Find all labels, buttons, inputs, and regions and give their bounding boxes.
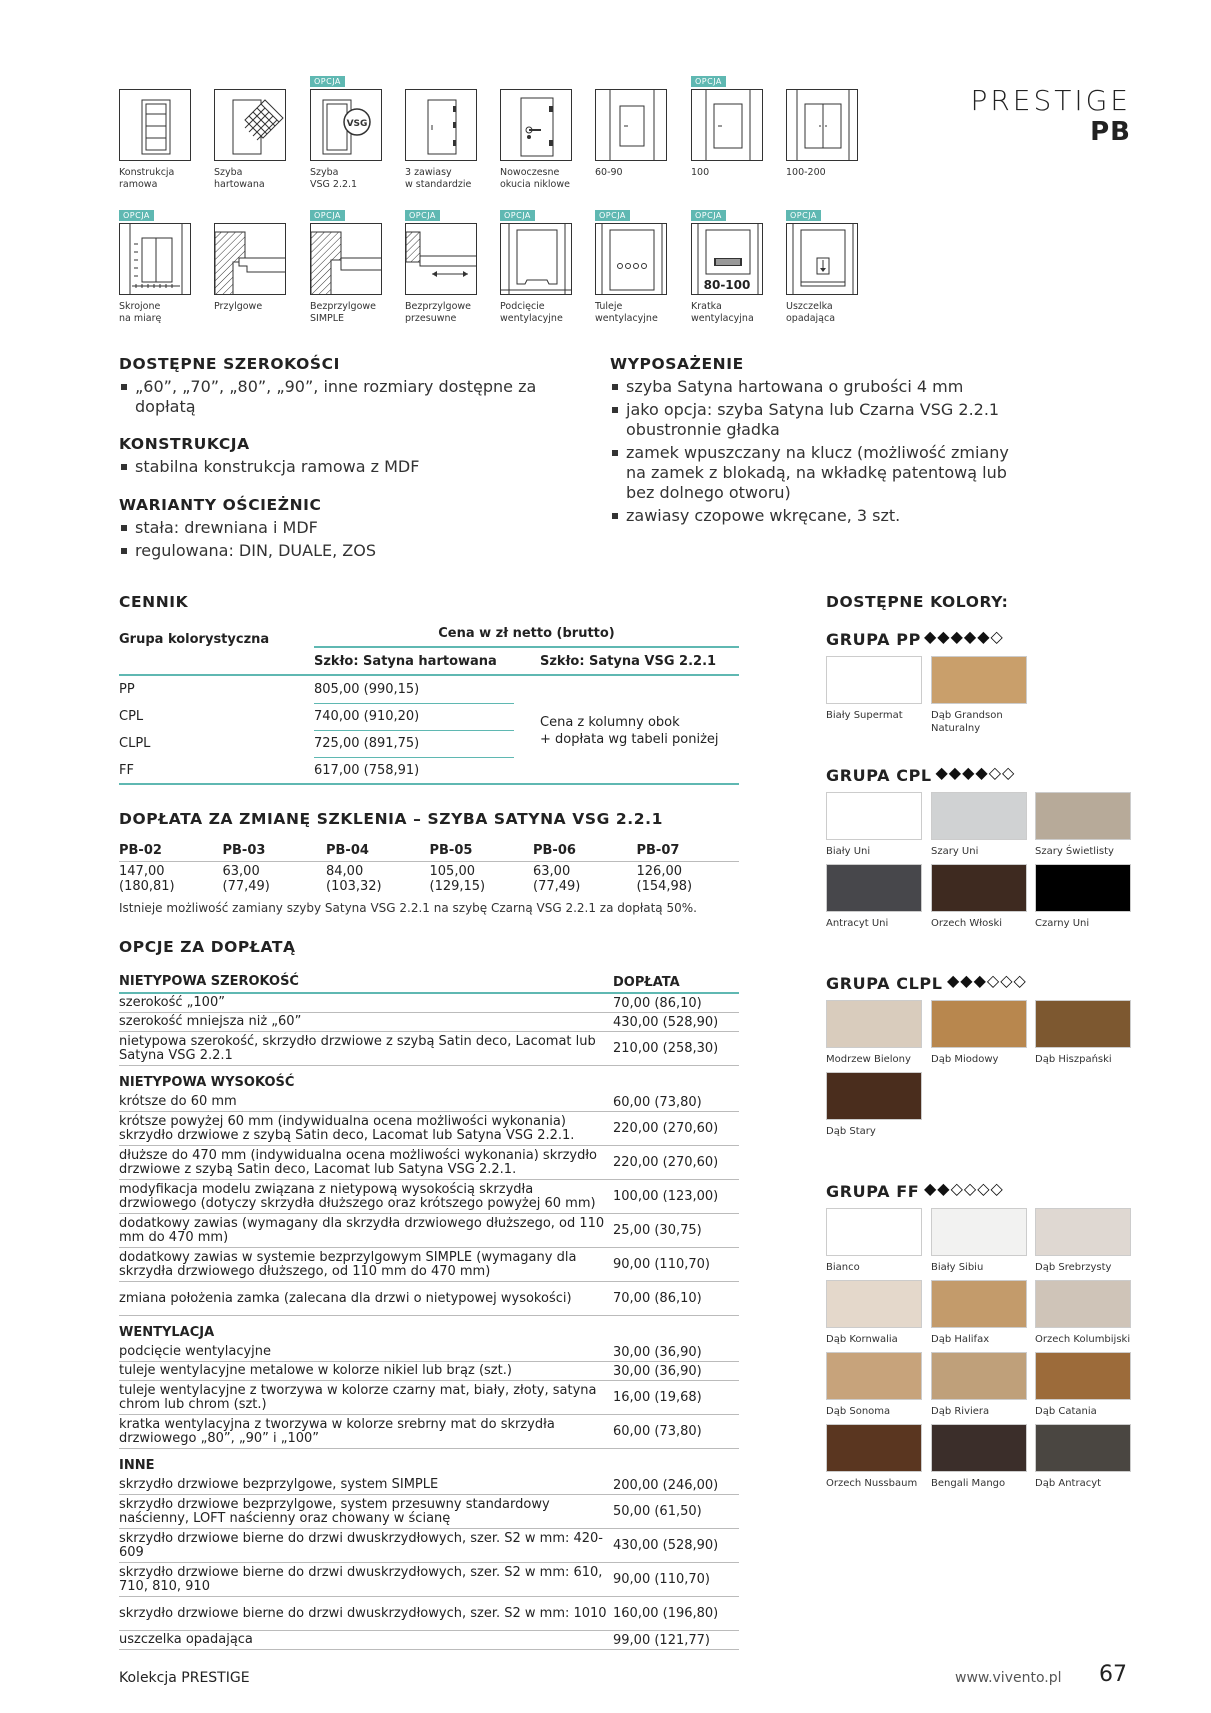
options-row (119, 1282, 739, 1316)
options-row (119, 1597, 739, 1631)
swatch-name: Biały Supermat (826, 710, 903, 721)
svg-text:VSG: VSG (346, 119, 368, 129)
feature-icon-cell (500, 211, 572, 325)
swatch-chip (1035, 1424, 1131, 1472)
swatch-chip (826, 1352, 922, 1400)
options-row (119, 1415, 739, 1449)
price-group: FF (119, 763, 134, 778)
feature-icon-cell (405, 89, 477, 191)
vent-sleeves-icon (595, 223, 667, 295)
option-price: 25,00 (30,75) (613, 1223, 702, 1238)
sliding-door-icon (405, 223, 477, 295)
swatch-name: Dąb Sonoma (826, 1406, 891, 1417)
swatch-name: Antracyt Uni (826, 918, 889, 929)
equipment-item: jako opcja: szyba Satyna lub Czarna VSG 2.2.1 obustronnie gładka (610, 400, 1030, 440)
divider (314, 757, 514, 758)
swatch-name: Dąb Catania (1035, 1406, 1097, 1417)
color-swatch[interactable] (826, 1424, 922, 1490)
swatch-chip (826, 864, 922, 912)
surcharge-gross: (154,98) (636, 879, 693, 894)
options-row (119, 1362, 739, 1381)
feature-icon-cell (310, 77, 382, 191)
price-group: CPL (119, 709, 144, 724)
quality-diamonds-icon: ◆◆◆◆◇◇ (935, 763, 1016, 782)
surcharge-col (430, 840, 530, 894)
model-name: PB-02 (119, 843, 162, 858)
divider (314, 646, 739, 648)
rebated-door-icon (214, 223, 286, 295)
feature-icon-cell (691, 77, 763, 179)
flush-door-icon (310, 223, 382, 295)
quality-diamonds-icon: ◆◆◇◇◇◇ (924, 1179, 1004, 1198)
swatch-chip (1035, 792, 1131, 840)
model-name: PB-07 (636, 843, 680, 858)
vent-undercut-icon (500, 223, 572, 295)
col1-header: Szkło: Satyna hartowana (314, 654, 497, 669)
icon-caption: Bezprzylgowe przesuwne (405, 301, 471, 324)
options-row (119, 1495, 739, 1529)
frames-title: WARIANTY OŚCIEŻNIC (119, 496, 322, 514)
option-desc: uszczelka opadająca (119, 1632, 253, 1647)
options-row (119, 1476, 739, 1495)
surcharge-col (223, 840, 323, 894)
options-row (119, 1093, 739, 1112)
swatch-name: Dąb Srebrzysty (1035, 1262, 1112, 1273)
opcja-badge: OPCJA (786, 210, 821, 221)
pricelist-table (119, 620, 739, 785)
surcharge-col (533, 840, 633, 894)
price-header: Cena w zł netto (brutto) (438, 626, 615, 641)
option-desc: skrzydło drzwiowe bezprzylgowe, system SIMPLE (119, 1477, 439, 1492)
price-value: 805,00 (990,15) (314, 682, 420, 697)
color-swatch[interactable] (1035, 1424, 1131, 1490)
options-header-left: NIETYPOWA SZEROKOŚĆ (119, 974, 299, 989)
option-desc: zmiana położenia zamka (zalecana dla drzwi o nietypowej wysokości) (119, 1290, 572, 1306)
option-desc: nietypowa szerokość, skrzydło drzwiowe z szybą Satin deco, Lacomat lub Satyna VSG 2.2.1 (119, 1033, 596, 1063)
swatch-chip (826, 1280, 922, 1328)
tempered-glass-icon (214, 89, 286, 161)
swatch-chip (1035, 864, 1131, 912)
option-price: 210,00 (258,30) (613, 1041, 719, 1056)
brand-line2: PB (1090, 117, 1131, 147)
size-badge: 80-100 (703, 278, 751, 292)
option-desc: skrzydło drzwiowe bierne do drzwi dwuskrzydłowych, szer. S2 w mm: 610, 710, 810, 910 (119, 1564, 603, 1594)
divider (314, 730, 514, 731)
feature-icon-cell (691, 211, 763, 325)
opcja-badge: OPCJA (595, 210, 630, 221)
color-swatch[interactable] (1035, 864, 1131, 930)
icon-caption: Kratka wentylacyjna (691, 301, 754, 324)
options-row (119, 1529, 739, 1563)
option-desc: podcięcie wentylacyjne (119, 1344, 272, 1359)
feature-icon-cell (595, 89, 667, 179)
surcharge-net: 105,00 (429, 864, 475, 879)
swatch-chip (826, 1424, 922, 1472)
swatch-name: Dąb Antracyt (1035, 1478, 1102, 1489)
options-row (119, 1248, 739, 1282)
feature-icon-cell (119, 211, 191, 325)
color-swatch[interactable] (826, 1352, 922, 1418)
equipment-item: zawiasy czopowe wkręcane, 3 szt. (610, 506, 1030, 526)
surcharge-net: 126,00 (636, 864, 682, 879)
option-price: 90,00 (110,70) (613, 1572, 710, 1587)
icon-caption: Konstrukcja ramowa (119, 167, 175, 190)
swatch-chip (826, 1072, 922, 1120)
swatch-chip (931, 864, 1027, 912)
divider (119, 674, 739, 676)
surcharge-note: Istnieje możliwość zamiany szyby Satyna VSG 2.2.1 na szybę Czarną VSG 2.2.1 za dopłatą 50%. (119, 901, 697, 915)
option-price: 70,00 (86,10) (613, 995, 702, 1011)
feature-icon-cell (595, 211, 667, 325)
frames-item: stała: drewniana i MDF (119, 518, 559, 538)
option-price: 60,00 (73,80) (613, 1424, 702, 1439)
option-price: 220,00 (270,60) (613, 1155, 719, 1170)
option-desc: dodatkowy zawias w systemie bezprzylgowym SIMPLE (wymagany dla skrzydła drzwiowego dłuższego, od 110 mm do 470 mm) (119, 1249, 577, 1279)
color-swatch[interactable] (931, 1424, 1027, 1490)
surcharge-col (119, 840, 219, 894)
opcja-badge: OPCJA (310, 76, 345, 87)
hinges-icon (405, 89, 477, 161)
model-name: PB-05 (429, 843, 473, 858)
color-swatch[interactable] (1035, 1000, 1131, 1066)
options-row (119, 1631, 739, 1650)
color-swatch[interactable] (931, 1208, 1027, 1274)
col2-header: Szkło: Satyna VSG 2.2.1 (540, 654, 717, 669)
equipment-section (610, 355, 1030, 526)
swatch-name: Dąb Miodowy (931, 1054, 999, 1065)
color-swatch[interactable] (826, 864, 922, 930)
swatch-chip (931, 1000, 1027, 1048)
swatch-chip (931, 1352, 1027, 1400)
option-price: 30,00 (36,90) (613, 1363, 702, 1379)
icon-caption: 100 (691, 167, 710, 178)
color-group-title: GRUPA CPL (826, 766, 932, 785)
option-desc: krótsze do 60 mm (119, 1094, 237, 1109)
opcja-badge: OPCJA (119, 210, 154, 221)
swatch-chip (1035, 1208, 1131, 1256)
option-desc: dłuższe do 470 mm (indywidualna ocena możliwości wykonania) skrzydło drzwiowe z szybą Satin deco, Lacomat lub Satyna VSG 2.2.1. (119, 1147, 597, 1177)
swatch-chip (931, 1280, 1027, 1328)
color-swatch[interactable] (931, 864, 1027, 930)
swatch-name: Orzech Nussbaum (826, 1478, 918, 1489)
swatch-name: Dąb Riviera (931, 1406, 990, 1417)
option-desc: kratka wentylacyjna z tworzywa w kolorze srebrny mat do skrzydła drzwiowego „80”, „90” i „100” (119, 1416, 555, 1446)
price-value: 617,00 (758,91) (314, 763, 420, 778)
options-row (119, 1112, 739, 1146)
price-group: CLPL (119, 736, 151, 751)
icon-caption: Uszczelka opadająca (786, 301, 836, 324)
options-row (119, 1343, 739, 1362)
swatch-chip (931, 792, 1027, 840)
options-group-title: INNE (119, 1458, 155, 1473)
surcharge-table (119, 840, 739, 910)
model-name: PB-06 (533, 843, 576, 858)
frames-section (119, 496, 559, 561)
option-price: 90,00 (110,70) (613, 1257, 710, 1272)
icon-caption: 60-90 (595, 167, 623, 178)
opcja-badge: OPCJA (500, 210, 535, 221)
options-group-title: NIETYPOWA WYSOKOŚĆ (119, 1075, 295, 1090)
swatch-chip (931, 656, 1027, 704)
swatch-chip (826, 1000, 922, 1048)
color-swatch[interactable] (931, 792, 1027, 858)
price-group: PP (119, 682, 135, 697)
model-name: PB-04 (326, 843, 369, 858)
option-desc: skrzydło drzwiowe bierne do drzwi dwuskrzydłowych, szer. S2 w mm: 420-609 (119, 1530, 603, 1560)
color-swatch[interactable] (1035, 792, 1131, 858)
options-row (119, 1032, 739, 1066)
option-desc: szerokość mniejsza niż „60” (119, 1014, 302, 1029)
swatch-chip (1035, 1280, 1131, 1328)
option-price: 160,00 (196,80) (613, 1606, 719, 1621)
single-door-wide-icon (691, 89, 763, 161)
option-desc: skrzydło drzwiowe bierne do drzwi dwuskrzydłowych, szer. S2 w mm: 1010 (119, 1605, 607, 1621)
color-swatch[interactable] (826, 1000, 922, 1066)
frames-item: regulowana: DIN, DUALE, ZOS (119, 541, 559, 561)
equipment-title: WYPOSAŻENIE (610, 355, 744, 373)
opcja-badge: OPCJA (405, 210, 440, 221)
vsg-note-line2: + dopłata wg tabeli poniżej (540, 732, 719, 747)
nickel-fittings-icon (500, 89, 572, 161)
swatch-chip (826, 1208, 922, 1256)
swatch-name: Biały Uni (826, 846, 871, 857)
surcharge-gross: (129,15) (429, 879, 486, 894)
color-swatch[interactable] (931, 1352, 1027, 1418)
swatch-name: Czarny Uni (1035, 918, 1090, 929)
swatch-name: Bengali Mango (931, 1478, 1006, 1489)
options-row (119, 994, 739, 1013)
color-swatch[interactable] (826, 656, 922, 722)
icon-caption: Tuleje wentylacyjne (595, 301, 658, 324)
options-row (119, 1214, 739, 1248)
option-desc: modyfikacja modelu związana z nietypową wysokością skrzydła drzwiowego (dotyczy skrzydła dłuższego oraz krótszego powyżej 60 mm) (119, 1181, 596, 1211)
feature-icon-cell (405, 211, 477, 325)
model-name: PB-03 (222, 843, 266, 858)
group-header: Grupa kolorystyczna (119, 632, 270, 647)
color-swatch[interactable] (826, 1072, 922, 1138)
price-value: 740,00 (910,20) (314, 709, 420, 724)
divider (119, 783, 739, 785)
construction-section (119, 435, 559, 477)
swatch-name: Orzech Kolumbijski (1035, 1334, 1131, 1345)
feature-icon-cell (214, 223, 286, 313)
custom-size-icon (119, 223, 191, 295)
feature-icon-cell (500, 89, 572, 191)
feature-icon-cell (310, 211, 382, 325)
feature-icon-cell (214, 89, 286, 191)
option-desc: szerokość „100” (119, 995, 225, 1010)
opcja-badge: OPCJA (691, 76, 726, 87)
vent-grille-icon (691, 223, 763, 295)
swatch-chip (931, 1208, 1027, 1256)
price-value: 725,00 (891,75) (314, 736, 420, 751)
option-price: 60,00 (73,80) (613, 1094, 702, 1110)
options-row (119, 1381, 739, 1415)
widths-section (119, 355, 559, 417)
options-header-right: DOPŁATA (613, 974, 680, 990)
icon-caption: Skrojone na miarę (119, 301, 162, 324)
surcharge-net: 63,00 (533, 864, 571, 879)
brand-title (970, 84, 1131, 147)
color-swatch[interactable] (826, 1208, 922, 1274)
footer-collection: Kolekcja PRESTIGE (119, 1670, 250, 1686)
drop-seal-icon (786, 223, 858, 295)
colors-title: DOSTĘPNE KOLORY: (826, 593, 1009, 611)
color-swatch[interactable] (826, 792, 922, 858)
surcharge-gross: (77,49) (222, 879, 270, 894)
surcharge-gross: (77,49) (533, 879, 581, 894)
feature-icon-cell (786, 211, 858, 325)
icon-caption: Bezprzylgowe SIMPLE (310, 301, 376, 324)
equipment-item: szyba Satyna hartowana o grubości 4 mm (610, 377, 1030, 397)
options-header (119, 972, 739, 994)
opcja-badge: OPCJA (691, 210, 726, 221)
swatch-name: Szary Świetlisty (1035, 846, 1114, 857)
color-swatch[interactable] (1035, 1208, 1131, 1274)
surcharge-gross: (103,32) (326, 879, 382, 894)
icon-caption: Szyba hartowana (214, 167, 265, 190)
swatch-chip (826, 656, 922, 704)
quality-diamonds-icon: ◆◆◆◆◆◇ (924, 627, 1004, 646)
double-door-icon (786, 89, 858, 161)
icon-caption: 100-200 (786, 167, 826, 178)
options-row (119, 1563, 739, 1597)
option-price: 70,00 (86,10) (613, 1291, 702, 1306)
divider (314, 703, 514, 704)
swatch-name: Orzech Włoski (931, 918, 1003, 929)
swatch-name: Dąb Halifax (931, 1334, 990, 1345)
option-price: 16,00 (19,68) (613, 1390, 702, 1405)
single-door-icon (595, 89, 667, 161)
swatch-name: Modrzew Bielony (826, 1054, 911, 1065)
vsg-note (540, 714, 719, 748)
color-swatch[interactable] (931, 656, 1027, 735)
options-row (119, 1180, 739, 1214)
color-group-title: GRUPA CLPL (826, 974, 943, 993)
equipment-item: zamek wpuszczany na klucz (możliwość zmiany na zamek z blokadą, na wkładkę patentową lub bez dolnego otworu) (610, 443, 1030, 503)
options-row (119, 1013, 739, 1032)
construction-item: stabilna konstrukcja ramowa z MDF (119, 457, 559, 477)
option-desc: krótsze powyżej 60 mm (indywidualna ocena możliwości wykonania) skrzydło drzwiowe z szybą Satin deco, Lacomat lub Satyna VSG 2.2.1. (119, 1113, 575, 1143)
construction-title: KONSTRUKCJA (119, 435, 250, 453)
color-swatch[interactable] (826, 1280, 922, 1346)
page-number: 67 (1099, 1662, 1127, 1687)
option-price: 100,00 (123,00) (613, 1189, 719, 1204)
feature-icon-cell (119, 89, 191, 191)
option-desc: dodatkowy zawias (wymagany dla skrzydła drzwiowego dłuższego, od 110 mm do 470 mm) (119, 1215, 605, 1245)
option-price: 220,00 (270,60) (613, 1121, 719, 1136)
option-price: 430,00 (528,90) (613, 1014, 719, 1030)
feature-icon-cell (786, 89, 858, 179)
surcharge-col (326, 840, 426, 894)
option-price: 200,00 (246,00) (613, 1477, 719, 1493)
icon-caption: Podcięcie wentylacyjne (500, 301, 563, 324)
option-desc: tuleje wentylacyjne z tworzywa w kolorze czarny mat, biały, złoty, satyna chrom lub chrom (szt.) (119, 1382, 597, 1412)
swatch-name: Dąb Stary (826, 1126, 876, 1137)
icon-caption: Nowoczesne okucia niklowe (500, 167, 570, 190)
pricelist-title: CENNIK (119, 593, 189, 611)
surcharge-gross: (180,81) (119, 879, 175, 894)
divider (119, 861, 739, 862)
swatch-name: Dąb Hiszpański (1035, 1054, 1112, 1065)
option-desc: tuleje wentylacyjne metalowe w kolorze nikiel lub brąz (szt.) (119, 1363, 512, 1378)
vsg-note-line1: Cena z kolumny obok (540, 715, 680, 730)
color-group-title: GRUPA PP (826, 630, 921, 649)
color-group-title: GRUPA FF (826, 1182, 920, 1201)
frame-construction-icon (119, 89, 191, 161)
surcharge-net: 84,00 (326, 864, 364, 879)
option-desc: skrzydło drzwiowe bezprzylgowe, system przesuwny standardowy naścienny, LOFT naścienny oraz chowany w ścianę (119, 1496, 550, 1526)
surcharge-title: DOPŁATA ZA ZMIANĘ SZKLENIA – SZYBA SATYNA VSG 2.2.1 (119, 810, 664, 828)
color-swatch[interactable] (931, 1280, 1027, 1346)
option-price: 430,00 (528,90) (613, 1538, 719, 1553)
option-price: 99,00 (121,77) (613, 1632, 710, 1648)
widths-title: DOSTĘPNE SZEROKOŚCI (119, 355, 340, 373)
swatch-name: Dąb Grandson Naturalny (931, 710, 1003, 734)
swatch-name: Dąb Kornwalia (826, 1334, 898, 1345)
options-group-title: WENTYLACJA (119, 1325, 215, 1340)
color-swatch[interactable] (1035, 1280, 1131, 1346)
icon-caption: Szyba VSG 2.2.1 (310, 167, 358, 190)
icon-caption: Przylgowe (214, 301, 263, 312)
widths-item: „60”, „70”, „80”, „90”, inne rozmiary dostępne za dopłatą (119, 377, 559, 417)
opcja-badge: OPCJA (310, 210, 345, 221)
options-row (119, 1146, 739, 1180)
swatch-chip (1035, 1352, 1131, 1400)
option-price: 50,00 (61,50) (613, 1504, 702, 1519)
swatch-name: Bianco (826, 1262, 860, 1273)
color-swatch[interactable] (1035, 1352, 1131, 1418)
brand-line1: PRESTIGE (970, 84, 1131, 117)
swatch-name: Biały Sibiu (931, 1262, 984, 1273)
vsg-glass-icon (310, 89, 382, 161)
quality-diamonds-icon: ◆◆◆◇◇◇ (947, 971, 1027, 990)
swatch-chip (931, 1424, 1027, 1472)
surcharge-net: 147,00 (119, 864, 165, 879)
swatch-chip (826, 792, 922, 840)
options-title: OPCJE ZA DOPŁATĄ (119, 938, 296, 956)
swatch-chip (1035, 1000, 1131, 1048)
swatch-name: Szary Uni (931, 846, 979, 857)
surcharge-col (637, 840, 737, 894)
option-price: 30,00 (36,90) (613, 1344, 702, 1360)
footer-url[interactable]: www.vivento.pl (955, 1670, 1062, 1686)
color-swatch[interactable] (931, 1000, 1027, 1066)
surcharge-net: 63,00 (222, 864, 260, 879)
icon-caption: 3 zawiasy w standardzie (405, 167, 472, 190)
